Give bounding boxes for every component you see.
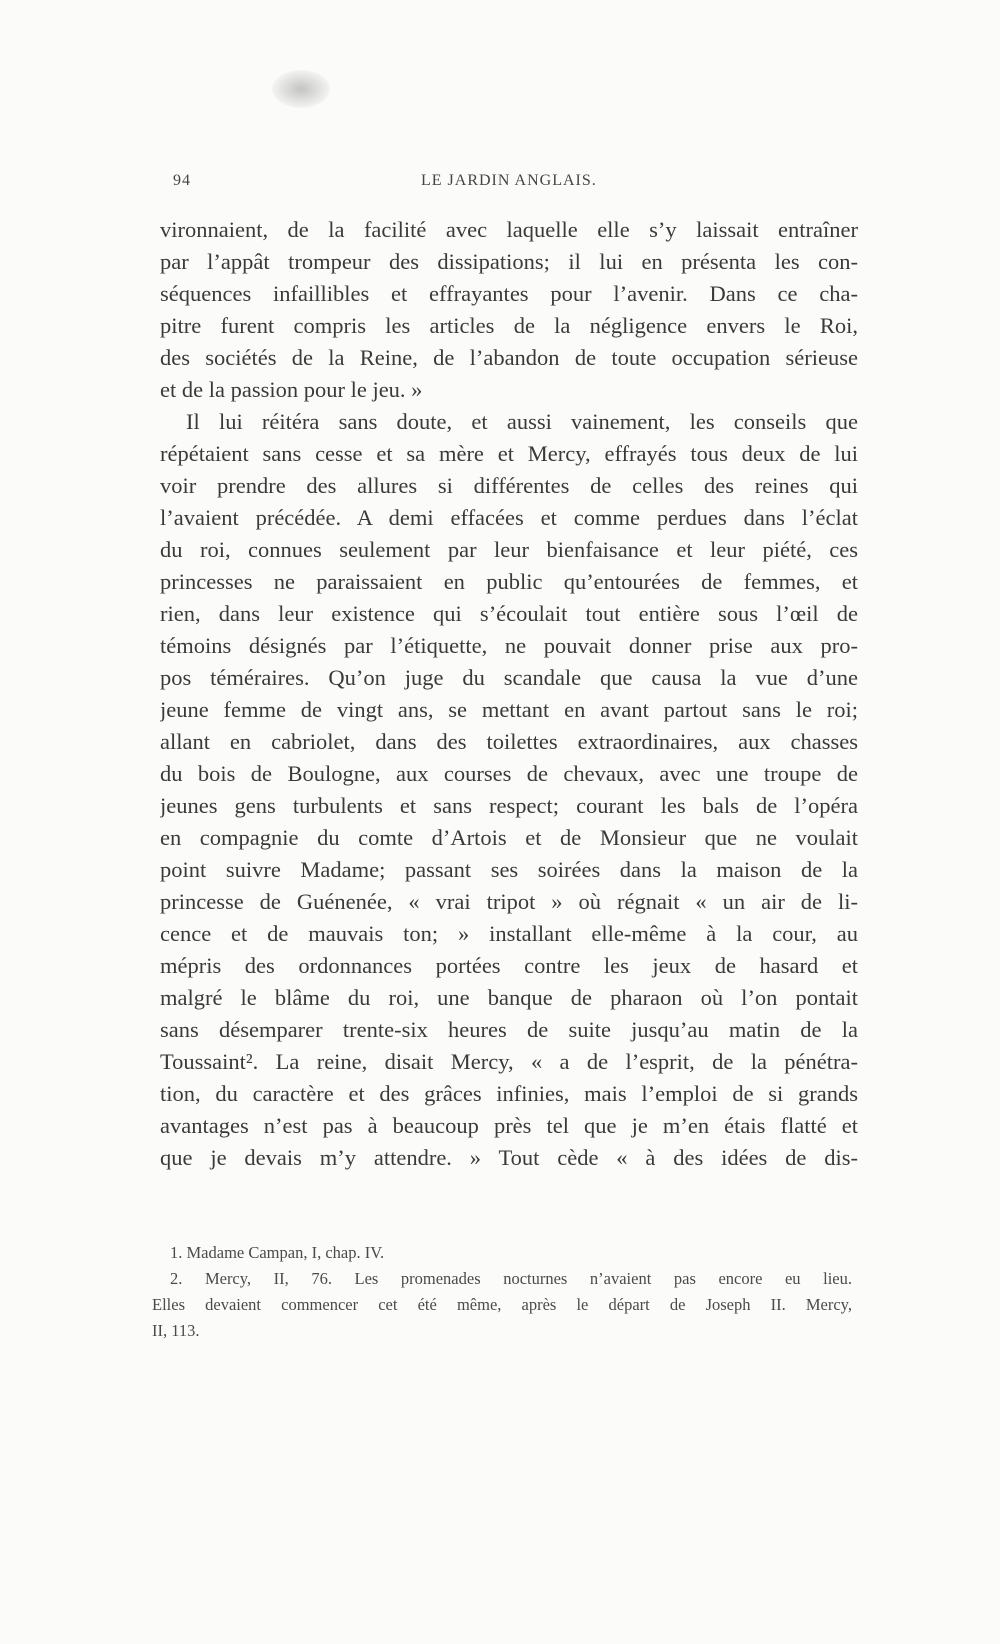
text-line: Il lui réitéra sans doute, et aussi vainement, les conseils que (186, 409, 858, 434)
text-line: rien, dans leur existence qui s’écoulait tout entière sous l’œil de (160, 601, 858, 626)
page-header (173, 172, 853, 196)
footnote-1: 1. Madame Campan, I, chap. IV. (170, 1243, 385, 1262)
page-number: 94 (173, 172, 191, 189)
text-line: malgré le blâme du roi, une banque de pharaon où l’on pontait (160, 985, 858, 1010)
body-text (160, 214, 858, 1174)
text-line: jeune femme de vingt ans, se mettant en avant partout sans le roi; (160, 697, 858, 722)
text-line: jeunes gens turbulents et sans respect; courant les bals de l’opéra (160, 793, 858, 818)
text-line: par l’appât trompeur des dissipations; il lui en présenta les con- (160, 249, 858, 274)
text-line: l’avaient précédée. A demi effacées et comme perdues dans l’éclat (160, 505, 858, 530)
text-line: des sociétés de la Reine, de l’abandon de toute occupation sérieuse (160, 345, 858, 370)
text-line: allant en cabriolet, dans des toilettes extraordinaires, aux chasses (160, 729, 858, 754)
text-line: du bois de Boulogne, aux courses de chevaux, avec une troupe de (160, 761, 858, 786)
text-line: que je devais m’y attendre. » Tout cède « à des idées de dis- (160, 1145, 858, 1170)
ink-smudge (272, 70, 330, 108)
text-line: vironnaient, de la facilité avec laquelle elle s’y laissait entraîner (160, 217, 858, 242)
text-line: princesse de Guénenée, « vrai tripot » où régnait « un air de li- (160, 889, 858, 914)
text-line: pitre furent compris les articles de la négligence envers le Roi, (160, 313, 858, 338)
text-line: voir prendre des allures si différentes de celles des reines qui (160, 473, 858, 498)
text-line: avantages n’est pas à beaucoup près tel que je m’en étais flatté et (160, 1113, 858, 1138)
text-line: sans désemparer trente-six heures de suite jusqu’au matin de la (160, 1017, 858, 1042)
footnotes (152, 1240, 852, 1344)
text-line: pos téméraires. Qu’on juge du scandale que causa la vue d’une (160, 665, 858, 690)
text-line: tion, du caractère et des grâces infinies, mais l’emploi de si grands (160, 1081, 858, 1106)
text-line: du roi, connues seulement par leur bienfaisance et leur piété, ces (160, 537, 858, 562)
text-line: cence et de mauvais ton; » installant elle-même à la cour, au (160, 921, 858, 946)
footnote-2-continued: Elles devaient commencer cet été même, après le départ de Joseph II. Mercy, (152, 1295, 852, 1314)
text-line: témoins désignés par l’étiquette, ne pouvait donner prise aux pro- (160, 633, 858, 658)
text-line: séquences infaillibles et effrayantes pour l’avenir. Dans ce cha- (160, 281, 858, 306)
text-line: en compagnie du comte d’Artois et de Monsieur que ne voulait (160, 825, 858, 850)
text-line: répétaient sans cesse et sa mère et Mercy, effrayés tous deux de lui (160, 441, 858, 466)
footnote-2-end: II, 113. (152, 1321, 200, 1340)
running-head: LE JARDIN ANGLAIS. (421, 172, 597, 189)
text-line: et de la passion pour le jeu. » (160, 377, 423, 402)
footnote-2: 2. Mercy, II, 76. Les promenades nocturnes n’avaient pas encore eu lieu. (170, 1269, 852, 1288)
text-line: princesses ne paraissaient en public qu’entourées de femmes, et (160, 569, 858, 594)
text-line: Toussaint². La reine, disait Mercy, « a de l’esprit, de la pénétra- (160, 1049, 858, 1074)
text-line: point suivre Madame; passant ses soirées dans la maison de la (160, 857, 858, 882)
text-line: mépris des ordonnances portées contre les jeux de hasard et (160, 953, 858, 978)
